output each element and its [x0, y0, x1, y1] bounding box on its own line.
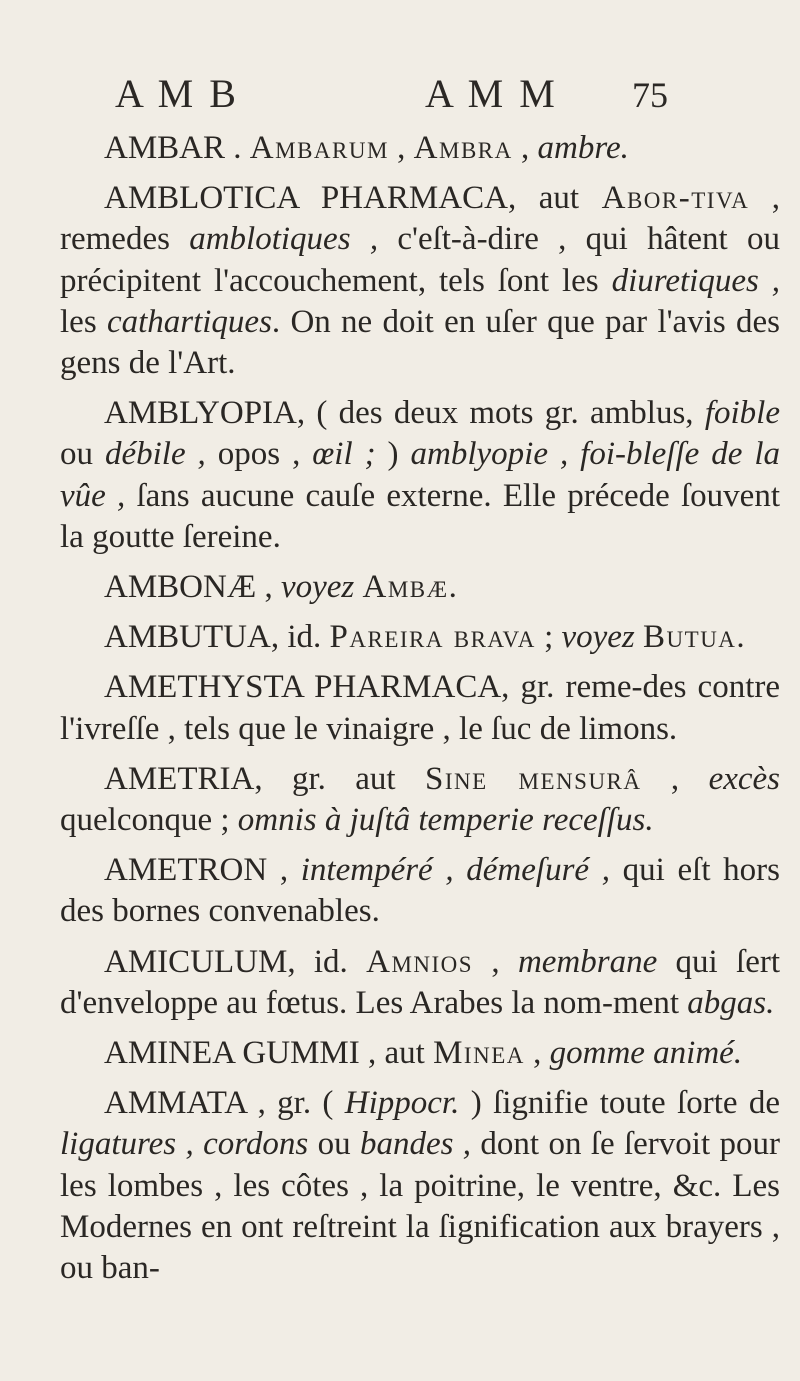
- entry-text: ): [375, 436, 411, 473]
- entry-text: ſans aucune cauſe externe. Elle précede ſouvent la goutte ſereine.: [60, 477, 781, 555]
- entry-text: Ambra: [413, 130, 513, 166]
- entry-text: AMETRON ,: [104, 852, 301, 889]
- dictionary-entries: [60, 128, 780, 1289]
- entry-text: AMBUTUA, id.: [104, 619, 330, 656]
- entry-text: ligatures , cordons: [60, 1126, 309, 1163]
- header-right: A M M: [425, 71, 558, 116]
- entry-text: ,: [641, 760, 709, 797]
- entry-text: AMBONÆ ,: [104, 569, 281, 606]
- entry-text: AMMATA , gr. (: [104, 1085, 345, 1122]
- running-header: [60, 70, 780, 120]
- entry-text: Hippocr.: [344, 1085, 460, 1122]
- entry-ametron: [60, 850, 780, 932]
- entry-ambar: [60, 128, 780, 169]
- entry-text: intempéré , démeſuré ,: [300, 852, 610, 889]
- entry-text: ,: [512, 130, 538, 166]
- entry-text: AMETRIA, gr. aut: [104, 760, 425, 797]
- entry-text: foible: [704, 395, 780, 432]
- entry-text: gomme animé.: [549, 1035, 743, 1072]
- entry-text: dont on ſe ſervoit pour les lombes , les côtes , la poitrine, le ventre, &c. Les Modernes en ont reſtreint la ſignification aux brayers , ou ban-: [60, 1126, 780, 1287]
- entry-text: bandes ,: [359, 1126, 472, 1163]
- entry-text: Butua.: [643, 619, 747, 656]
- entry-text: Ambæ.: [362, 569, 459, 606]
- entry-text: abgas.: [687, 984, 775, 1021]
- entry-text: Sine mensurâ: [424, 760, 642, 797]
- entry-amblotica: [60, 178, 780, 384]
- entry-text: ,: [473, 943, 518, 980]
- entry-amethysta: [60, 667, 780, 749]
- entry-text: AMBAR .: [104, 130, 250, 166]
- entry-ambutua: [60, 617, 780, 658]
- entry-ambonae: [60, 567, 780, 608]
- entry-text: voyez: [561, 619, 635, 656]
- entry-ammata: [60, 1083, 780, 1289]
- entry-text: [635, 619, 643, 655]
- entry-text: . On ne doit en uſer que par l'avis des gens de l'Art.: [60, 303, 780, 382]
- entry-text: amblotiques ,: [189, 221, 379, 258]
- entry-text: c'eſt-à-dire , qui hâtent ou précipitent l'accouchement, tels ſont les: [60, 221, 780, 299]
- entry-text: ou: [308, 1126, 360, 1163]
- header-left: A M B: [115, 71, 239, 116]
- entry-text: AMETHYSTA PHARMACA, gr. reme-des contre l'ivreſſe , tels que le vinaigre , le ſuc de limons.: [60, 669, 780, 747]
- entry-text: Abor-tiva: [601, 180, 750, 217]
- entry-text: , remedes: [60, 180, 781, 258]
- entry-text: AMBLYOPIA, ( des deux mots gr. amblus,: [104, 395, 705, 432]
- entry-text: ou: [60, 436, 105, 473]
- entry-text: AMINEA GUMMI , aut: [104, 1035, 434, 1072]
- entry-text: ambre.: [537, 130, 629, 166]
- entry-text: qui eſt hors des bornes convenables.: [60, 852, 780, 930]
- entry-text: les: [60, 303, 107, 340]
- entry-amiculum: [60, 942, 780, 1024]
- page-number: 75: [632, 75, 668, 115]
- entry-text: quelconque ;: [60, 802, 238, 839]
- entry-text: [354, 569, 362, 605]
- entry-text: AMBLOTICA PHARMACA, aut: [104, 180, 602, 217]
- entry-text: opos ,: [205, 436, 313, 473]
- entry-text: amblyopie , foi-bleſſe de la vûe ,: [60, 436, 781, 514]
- entry-text: ,: [388, 130, 414, 166]
- entry-text: cathartiques: [106, 303, 272, 340]
- entry-text: Minea: [433, 1035, 525, 1072]
- entry-text: omnis à juſtâ temperie receſſus.: [237, 802, 654, 839]
- entry-text: ) ſignifie toute ſorte de: [459, 1085, 780, 1122]
- entry-amblyopia: [60, 393, 780, 558]
- entry-text: voyez: [280, 569, 355, 606]
- entry-text: ;: [535, 619, 562, 656]
- entry-aminea: [60, 1033, 780, 1074]
- entry-text: Amnios: [366, 943, 474, 980]
- entry-text: membrane: [517, 943, 658, 980]
- entry-ametria: [60, 759, 780, 841]
- entry-text: diuretiques ,: [611, 262, 780, 299]
- entry-text: excès: [708, 760, 780, 797]
- entry-text: œil ;: [312, 436, 376, 473]
- entry-text: AMICULUM, id.: [104, 943, 367, 980]
- entry-text: ,: [524, 1035, 550, 1072]
- entry-text: Ambarum: [249, 130, 389, 166]
- entry-text: qui ſert d'enveloppe au fœtus. Les Arabes la nom-ment: [60, 943, 780, 1021]
- entry-text: Pareira brava: [329, 619, 536, 656]
- entry-text: débile ,: [104, 436, 206, 473]
